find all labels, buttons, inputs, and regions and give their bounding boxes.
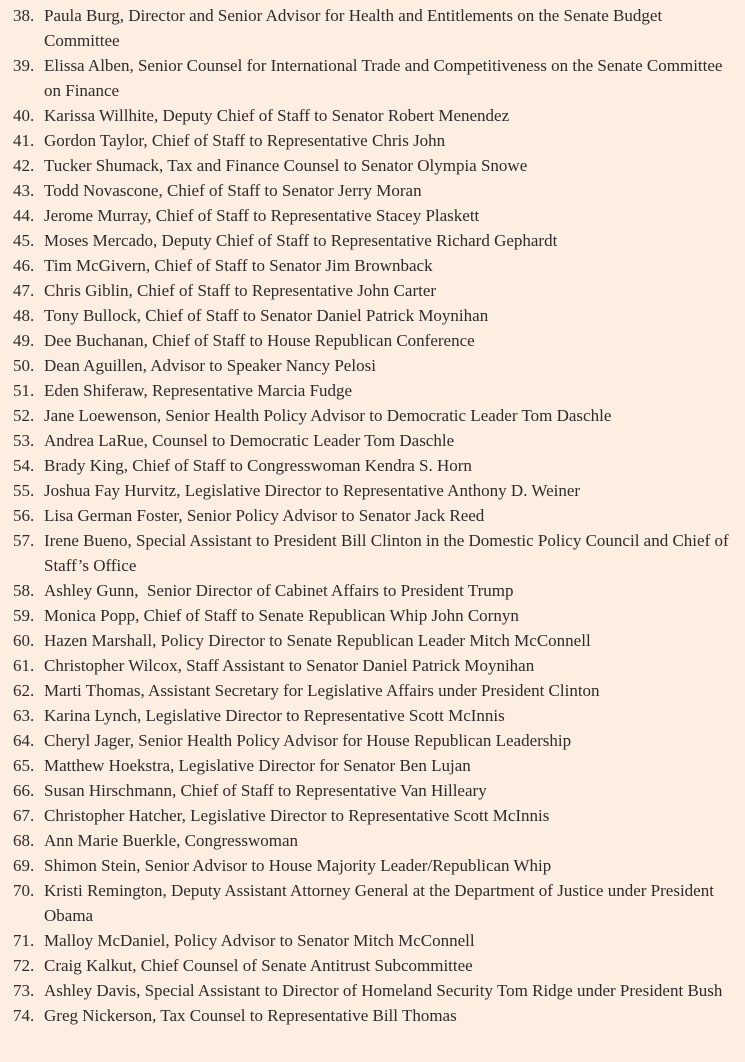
list-item [13,578,737,603]
list-item [13,503,737,528]
list-item-text: Brady King, Chief of Staff to Congresswoman Kendra S. Horn [44,456,472,475]
list-item-text: Karissa Willhite, Deputy Chief of Staff to Senator Robert Menendez [44,106,510,125]
list-item [13,253,737,278]
list-item-number: 71. [13,931,35,950]
list-item-number: 51. [13,381,35,400]
list-item-number: 50. [13,356,35,375]
list-item-number: 47. [13,281,35,300]
list-item-number: 45. [13,231,35,250]
list-item-number: 65. [13,756,35,775]
list-item [13,103,737,128]
list-item-number: 63. [13,706,35,725]
list-item-number: 55. [13,481,35,500]
list-item-number: 43. [13,181,35,200]
list-item [13,528,737,578]
list-item [13,853,737,878]
list-item-number: 69. [13,856,35,875]
list-item-text: Ann Marie Buerkle, Congresswoman [44,831,299,850]
list-item-number: 73. [13,981,35,1000]
list-item [13,728,737,753]
staffers-list [13,3,737,1028]
list-item-text: Chris Giblin, Chief of Staff to Representative John Carter [44,281,437,300]
list-item-number: 53. [13,431,35,450]
list-item [13,1003,737,1028]
list-item-number: 56. [13,506,35,525]
list-item-text: Marti Thomas, Assistant Secretary for Legislative Affairs under President Clinton [44,681,600,700]
list-item-number: 68. [13,831,35,850]
list-item-text: Kristi Remington, Deputy Assistant Attorney General at the Department of Justice under President Obama [44,881,719,925]
list-item [13,453,737,478]
list-item-number: 39. [13,56,35,75]
list-item-number: 58. [13,581,35,600]
list-item-number: 59. [13,606,35,625]
list-item [13,953,737,978]
list-item [13,403,737,428]
list-item-number: 61. [13,656,35,675]
list-item-text: Jerome Murray, Chief of Staff to Representative Stacey Plaskett [44,206,480,225]
list-item-number: 46. [13,256,35,275]
list-item-text: Eden Shiferaw, Representative Marcia Fudge [44,381,353,400]
list-item-number: 52. [13,406,35,425]
list-item-text: Greg Nickerson, Tax Counsel to Representative Bill Thomas [44,1006,457,1025]
list-item-text: Tim McGivern, Chief of Staff to Senator Jim Brownback [44,256,433,275]
list-item [13,53,737,103]
list-item [13,428,737,453]
list-item-text: Todd Novascone, Chief of Staff to Senator Jerry Moran [44,181,422,200]
list-item-number: 62. [13,681,35,700]
list-item-text: Jane Loewenson, Senior Health Policy Advisor to Democratic Leader Tom Daschle [44,406,612,425]
list-item [13,978,737,1003]
list-item [13,828,737,853]
list-item-number: 67. [13,806,35,825]
list-item-number: 64. [13,731,35,750]
list-item [13,328,737,353]
list-item-number: 38. [13,6,35,25]
list-item-number: 57. [13,531,35,550]
list-item [13,278,737,303]
list-item-text: Tony Bullock, Chief of Staff to Senator Daniel Patrick Moynihan [44,306,489,325]
list-item-text: Monica Popp, Chief of Staff to Senate Republican Whip John Cornyn [44,606,519,625]
list-item [13,778,737,803]
list-item-text: Hazen Marshall, Policy Director to Senate Republican Leader Mitch McConnell [44,631,591,650]
list-item-number: 44. [13,206,35,225]
list-item-text: Andrea LaRue, Counsel to Democratic Leader Tom Daschle [44,431,455,450]
list-item-number: 40. [13,106,35,125]
list-item [13,803,737,828]
list-item-text: Cheryl Jager, Senior Health Policy Advisor for House Republican Leadership [44,731,572,750]
list-item-number: 42. [13,156,35,175]
list-item-number: 74. [13,1006,35,1025]
list-item-number: 66. [13,781,35,800]
list-item-text: Ashley Gunn, Senior Director of Cabinet Affairs to President Trump [44,581,514,600]
list-item-number: 41. [13,131,35,150]
list-item-number: 54. [13,456,35,475]
list-item-text: Karina Lynch, Legislative Director to Representative Scott McInnis [44,706,505,725]
list-item-text: Susan Hirschmann, Chief of Staff to Representative Van Hilleary [44,781,487,800]
list-item [13,128,737,153]
list-item [13,603,737,628]
list-item-text: Malloy McDaniel, Policy Advisor to Senator Mitch McConnell [44,931,475,950]
list-item [13,378,737,403]
list-item [13,628,737,653]
list-item [13,178,737,203]
list-item-text: Shimon Stein, Senior Advisor to House Majority Leader/Republican Whip [44,856,552,875]
list-item-text: Tucker Shumack, Tax and Finance Counsel to Senator Olympia Snowe [44,156,528,175]
list-item-text: Lisa German Foster, Senior Policy Advisor to Senator Jack Reed [44,506,485,525]
list-item-number: 70. [13,881,35,900]
list-item-text: Paula Burg, Director and Senior Advisor for Health and Entitlements on the Senate Budget Committee [44,6,667,50]
list-item-text: Moses Mercado, Deputy Chief of Staff to Representative Richard Gephardt [44,231,558,250]
list-item-number: 72. [13,956,35,975]
list-item-text: Matthew Hoekstra, Legislative Director for Senator Ben Lujan [44,756,471,775]
list-item-text: Dee Buchanan, Chief of Staff to House Republican Conference [44,331,475,350]
list-item [13,3,737,53]
list-item-text: Elissa Alben, Senior Counsel for International Trade and Competitiveness on the Senate Committee on Finance [44,56,727,100]
list-item-number: 49. [13,331,35,350]
list-item-text: Ashley Davis, Special Assistant to Director of Homeland Security Tom Ridge under President Bush [44,981,723,1000]
list-item [13,653,737,678]
list-item [13,753,737,778]
list-item [13,203,737,228]
list-item [13,878,737,928]
list-item-number: 60. [13,631,35,650]
list-item [13,678,737,703]
list-item [13,153,737,178]
list-item-text: Irene Bueno, Special Assistant to President Bill Clinton in the Domestic Policy Council and Chief of Staff’s Office [44,531,733,575]
list-item-text: Christopher Wilcox, Staff Assistant to Senator Daniel Patrick Moynihan [44,656,535,675]
list-item [13,353,737,378]
list-item [13,228,737,253]
list-item [13,478,737,503]
list-item-text: Christopher Hatcher, Legislative Director to Representative Scott McInnis [44,806,550,825]
list-item-text: Joshua Fay Hurvitz, Legislative Director to Representative Anthony D. Weiner [44,481,581,500]
list-item-number: 48. [13,306,35,325]
list-item-text: Gordon Taylor, Chief of Staff to Representative Chris John [44,131,446,150]
list-item-text: Craig Kalkut, Chief Counsel of Senate Antitrust Subcommittee [44,956,473,975]
list-item [13,928,737,953]
list-item-text: Dean Aguillen, Advisor to Speaker Nancy Pelosi [44,356,376,375]
list-item [13,703,737,728]
list-item [13,303,737,328]
